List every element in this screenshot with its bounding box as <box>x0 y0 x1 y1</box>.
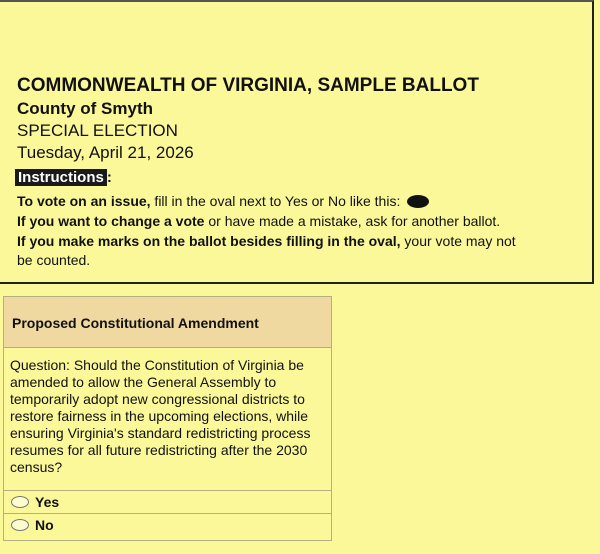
filled-oval-example-icon <box>407 195 429 208</box>
instructions-label: Instructions <box>15 169 107 186</box>
option-yes[interactable] <box>4 490 331 514</box>
instruction-line-3 <box>17 232 516 251</box>
instruction-line-4: be counted. <box>17 252 91 268</box>
instruction-3-text: your vote may not <box>400 233 516 249</box>
ballot-question: Question: Should the Constitution of Virginia be amended to allow the General Assembly to temporarily adopt new congressional districts to restore fairness in the upcoming elections, while ensuring Virginia's standard redistricting process resumes for all future redistricting after the 2030 census? <box>10 357 311 475</box>
option-no[interactable] <box>4 513 331 537</box>
election-date: Tuesday, April 21, 2026 <box>17 143 194 162</box>
instruction-2-text: or have made a mistake, ask for another ballot. <box>204 213 501 229</box>
instruction-1-text: fill in the oval next to Yes or No like this: <box>150 193 401 209</box>
instructions-heading <box>15 168 112 188</box>
yes-oval-icon[interactable] <box>11 496 29 508</box>
instruction-line-2 <box>17 212 500 231</box>
instructions-colon: : <box>106 169 112 186</box>
election-type: SPECIAL ELECTION <box>17 121 178 140</box>
contest-header <box>4 297 331 348</box>
option-yes-label: Yes <box>35 494 60 510</box>
instruction-3-bold: If you make marks on the ballot besides filling in the oval, <box>17 233 401 249</box>
instruction-line-1 <box>17 192 429 211</box>
ballot-title: COMMONWEALTH OF VIRGINIA, SAMPLE BALLOT <box>17 75 479 96</box>
option-no-label: No <box>35 517 54 533</box>
instruction-2-bold: If you want to change a vote <box>17 213 205 229</box>
contest-title: Proposed Constitutional Amendment <box>12 315 259 331</box>
no-oval-icon[interactable] <box>11 519 29 531</box>
county-name: County of Smyth <box>17 99 153 118</box>
amendment-contest <box>3 296 332 541</box>
instruction-1-bold: To vote on an issue, <box>17 193 151 209</box>
